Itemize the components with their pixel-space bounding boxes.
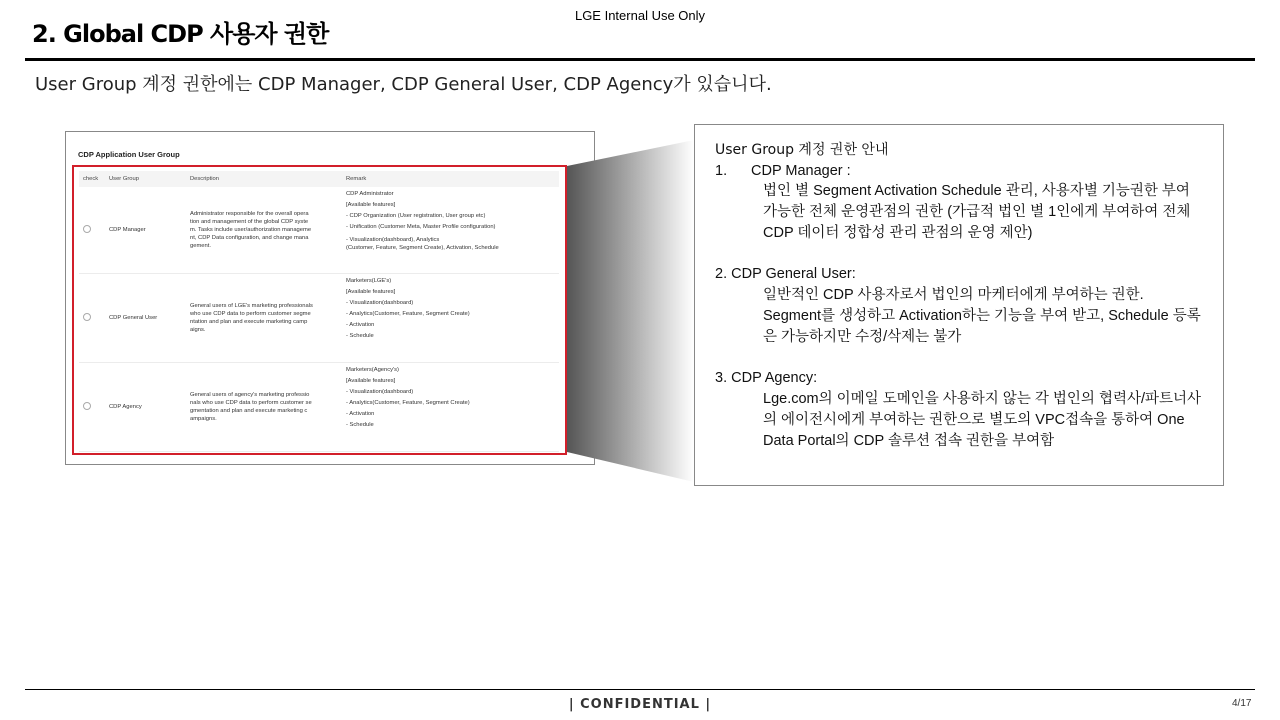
row-check-cell xyxy=(79,362,105,451)
remark-line: - Schedule xyxy=(346,332,374,339)
description-line: General users of agency's marketing professio xyxy=(190,391,310,398)
user-group-notice xyxy=(694,124,1224,486)
notice-item-title: 2. CDP General User: xyxy=(715,266,856,282)
user-group-cell: CDP Agency xyxy=(105,362,186,451)
notice-item-number: 1. xyxy=(715,163,728,179)
user-group-screenshot xyxy=(65,131,595,465)
description-line: gement. xyxy=(190,242,211,249)
table-row xyxy=(79,273,559,362)
description-line: aigns. xyxy=(190,326,206,333)
internal-use-note: LGE Internal Use Only xyxy=(574,8,706,23)
user-group-cell: CDP Manager xyxy=(105,187,186,273)
table-row xyxy=(79,362,559,451)
description-line: ntation and plan and execute marketing camp xyxy=(190,318,308,325)
remark-line: - Activation xyxy=(346,410,375,417)
radio-icon[interactable] xyxy=(83,402,91,410)
remark-line: Marketers(Agency's) xyxy=(346,366,399,373)
table-row xyxy=(79,187,559,273)
description-line: tion and management of the global CDP syste xyxy=(190,218,309,225)
column-header-remark: Remark xyxy=(342,171,559,187)
remark-line: - Visualization(dashboard), Analytics xyxy=(346,237,440,243)
notice-item-body: 법인 별 Segment Activation Schedule 관리, 사용자별 기능권한 부여가능한 전체 운영관점의 권한 (가급적 법인 별 1인에게 부여하여 전체 CDP 데이터 정합성 관리 관점의 운영 제안) xyxy=(763,183,1191,241)
notice-item-body: Lge.com의 이메일 도메인을 사용하지 않는 각 법인의 협력사/파트너사의 에이전시에게 부여하는 권한으로 별도의 VPC접속을 통하여 One Data Portal의 CDP 솔루션 접속 권한을 부여함 xyxy=(763,391,1202,449)
notice-item-body: 일반적인 CDP 사용자로서 법인의 마케터에게 부여하는 권한. Segment를 생성하고 Activation하는 기능을 부여 받고, Schedule 등록은 가능하지만 수정/삭제는 불가 xyxy=(763,287,1201,345)
description-line: m. Tasks include user/authorization manageme xyxy=(190,226,312,233)
user-group-cell: CDP General User xyxy=(105,273,186,362)
table-header-row xyxy=(79,171,559,187)
notice-item-title xyxy=(715,163,851,179)
description-line: nt, CDP Data configuration, and change mana xyxy=(190,234,309,241)
row-check-cell xyxy=(79,187,105,273)
description-line: ampaigns. xyxy=(190,415,217,422)
screenshot-title: CDP Application User Group xyxy=(78,150,180,159)
remark-line: [Available features] xyxy=(346,288,396,295)
description-cell xyxy=(186,187,342,273)
remark-cell xyxy=(342,273,559,362)
column-header-description: Description xyxy=(186,171,342,187)
radio-icon[interactable] xyxy=(83,225,91,233)
title-divider xyxy=(25,58,1255,61)
description-line: who use CDP data to perform customer segme xyxy=(190,310,311,317)
remark-line: - Analytics(Customer, Feature, Segment Create) xyxy=(346,399,470,406)
column-header-user-group: User Group xyxy=(105,171,186,187)
zoom-connector xyxy=(562,140,697,482)
remark-line: - CDP Organization (User registration, User group etc) xyxy=(346,213,486,219)
description-line: Administrator responsible for the overall opera xyxy=(190,210,309,217)
description-cell xyxy=(186,273,342,362)
remark-line: [Available features] xyxy=(346,202,396,208)
remark-cell xyxy=(342,187,559,273)
user-group-table xyxy=(79,171,559,452)
remark-line: (Customer, Feature, Segment Create), Activation, Schedule xyxy=(346,245,499,251)
remark-line: Marketers(LGE's) xyxy=(346,277,392,284)
page-title: 2. Global CDP 사용자 권한 xyxy=(32,20,329,48)
notice-item-title: 3. CDP Agency: xyxy=(715,370,818,386)
description-cell xyxy=(186,362,342,451)
notice-heading: User Group 계정 권한 안내 xyxy=(715,142,889,158)
column-header-check: check xyxy=(79,171,105,187)
remark-cell xyxy=(342,362,559,451)
remark-line: CDP Administrator xyxy=(346,191,394,197)
remark-line: - Activation xyxy=(346,321,375,328)
remark-line: [Available features] xyxy=(346,377,396,384)
page-number: 4/17 xyxy=(1232,698,1252,709)
remark-line: - Visualization(dashboard) xyxy=(346,299,414,306)
description-line: gmentation and plan and execute marketing c xyxy=(190,407,308,414)
notice-item-label: CDP Manager : xyxy=(751,163,851,179)
confidential-label: | CONFIDENTIAL | xyxy=(568,697,712,712)
row-check-cell xyxy=(79,273,105,362)
page-subtitle: User Group 계정 권한에는 CDP Manager, CDP General User, CDP Agency가 있습니다. xyxy=(35,74,772,95)
remark-line: - Visualization(dashboard) xyxy=(346,388,414,395)
description-line: nals who use CDP data to perform customer se xyxy=(190,399,312,406)
remark-line: - Unification (Customer Meta, Master Profile configuration) xyxy=(346,224,496,230)
remark-line: - Analytics(Customer, Feature, Segment Create) xyxy=(346,310,470,317)
remark-line: - Schedule xyxy=(346,421,374,428)
description-line: General users of LGE's marketing professionals xyxy=(190,302,313,309)
radio-icon[interactable] xyxy=(83,313,91,321)
footer-divider xyxy=(25,689,1255,690)
